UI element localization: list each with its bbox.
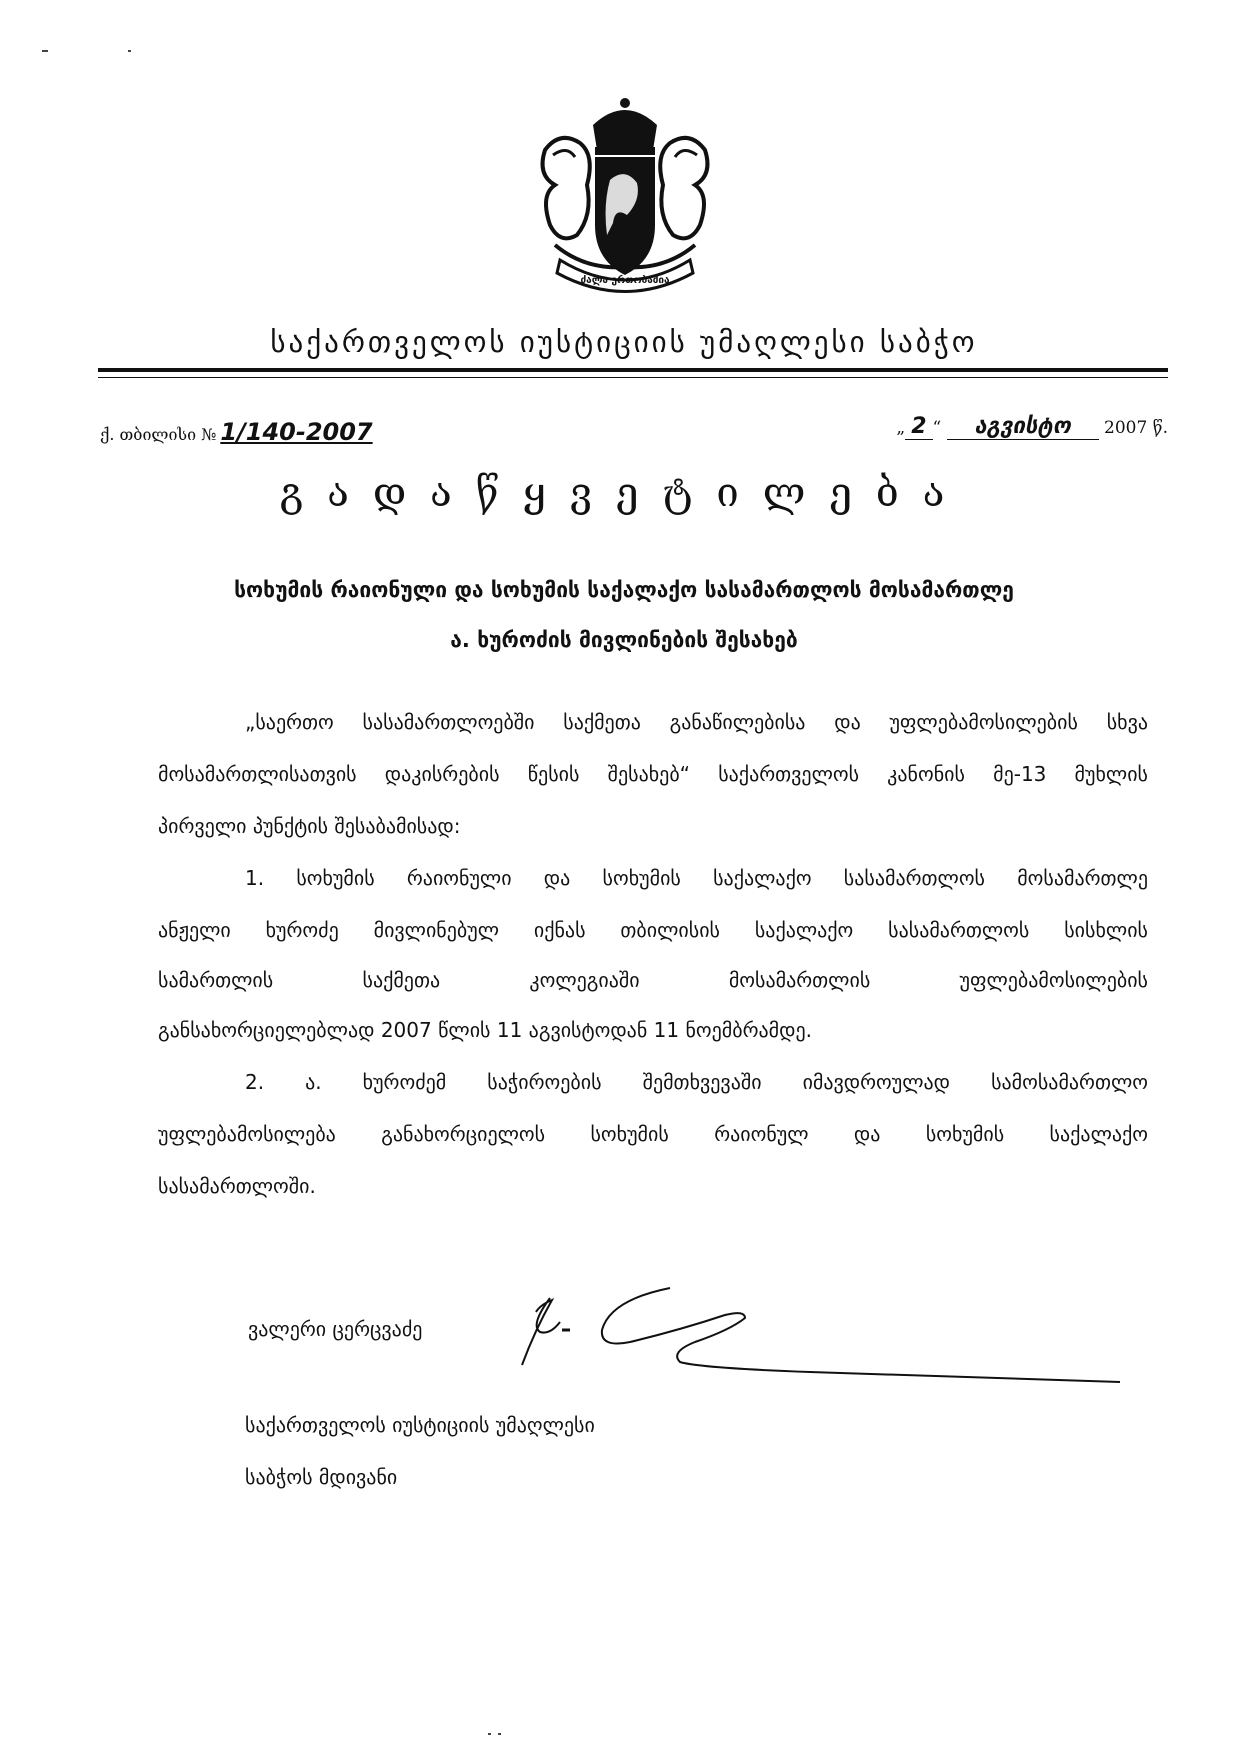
item-1-line: განსახორციელებლად 2007 წლის 11 აგვისტოდან 11 ნოემბრამდე. [158,1018,812,1042]
subject-line-2: ა. ხუროძის მივლინების შესახებ [450,628,798,652]
date-month: აგვისტო [947,414,1099,440]
coat-of-arms-emblem [515,95,735,305]
preamble-line: მოსამართლისათვის დაკისრების წესის შესახებ“ საქართველოს კანონის მე-13 მუხლის [158,762,1148,786]
reference-line [100,418,373,446]
place-label: ქ. თბილისი № [100,425,217,444]
scan-mark [42,50,48,52]
signatory-position-line-2: საბჭოს მდივანი [245,1465,398,1489]
date-open-quote: „ [896,418,906,438]
preamble-line: პირველი პუნქტის შესაბამისად: [158,814,461,838]
date-close-quote: “ [932,418,942,438]
date-line [896,414,1168,440]
header-divider-thin [98,377,1168,378]
item-2-line: 2. ა. ხუროძემ საჭიროების შემთხვევაში იმავდროულად სამოსამართლო [245,1070,1148,1094]
document-title: გადაწყვეტილება [279,470,969,516]
preamble-line: „საერთო სასამართლოებში საქმეთა განაწილებისა და უფლებამოსილების სხვა [245,710,1148,734]
signatory-position-line-1: საქართველოს იუსტიციის უმაღლესი [245,1413,595,1437]
item-2-line: სასამართლოში. [158,1174,316,1198]
date-year-suffix: წ. [1152,418,1168,438]
organization-name: საქართველოს იუსტიციის უმაღლესი საბჭო [270,325,978,359]
date-day: 2 [905,414,932,440]
item-2-line: უფლებამოსილება განახორციელოს სოხუმის რაიონულ და სოხუმის საქალაქო [158,1122,1148,1146]
reference-number: 1/140-2007 [220,418,373,446]
scan-mark [498,1733,501,1735]
scan-mark [488,1733,491,1735]
handwritten-signature [510,1270,1130,1410]
date-year: 2007 [1104,418,1148,438]
item-1-line: 1. სოხუმის რაიონული და სოხუმის საქალაქო სასამართლოს მოსამართლე [245,866,1148,890]
scan-mark [128,50,131,52]
signatory-name: ვალერი ცერცვაძე [248,1317,423,1341]
emblem-motto: ძალა ერთობაშია [580,275,670,286]
header-divider-thick [98,368,1168,372]
item-1-line: ანჟელი ხუროძე მივლინებულ იქნას თბილისის საქალაქო სასამართლოს სისხლის [158,918,1148,942]
subject-line-1: სოხუმის რაიონული და სოხუმის საქალაქო სასამართლოს მოსამართლე [234,578,1014,602]
item-1-line: სამართლის საქმეთა კოლეგიაში მოსამართლის უფლებამოსილების [158,968,1148,992]
